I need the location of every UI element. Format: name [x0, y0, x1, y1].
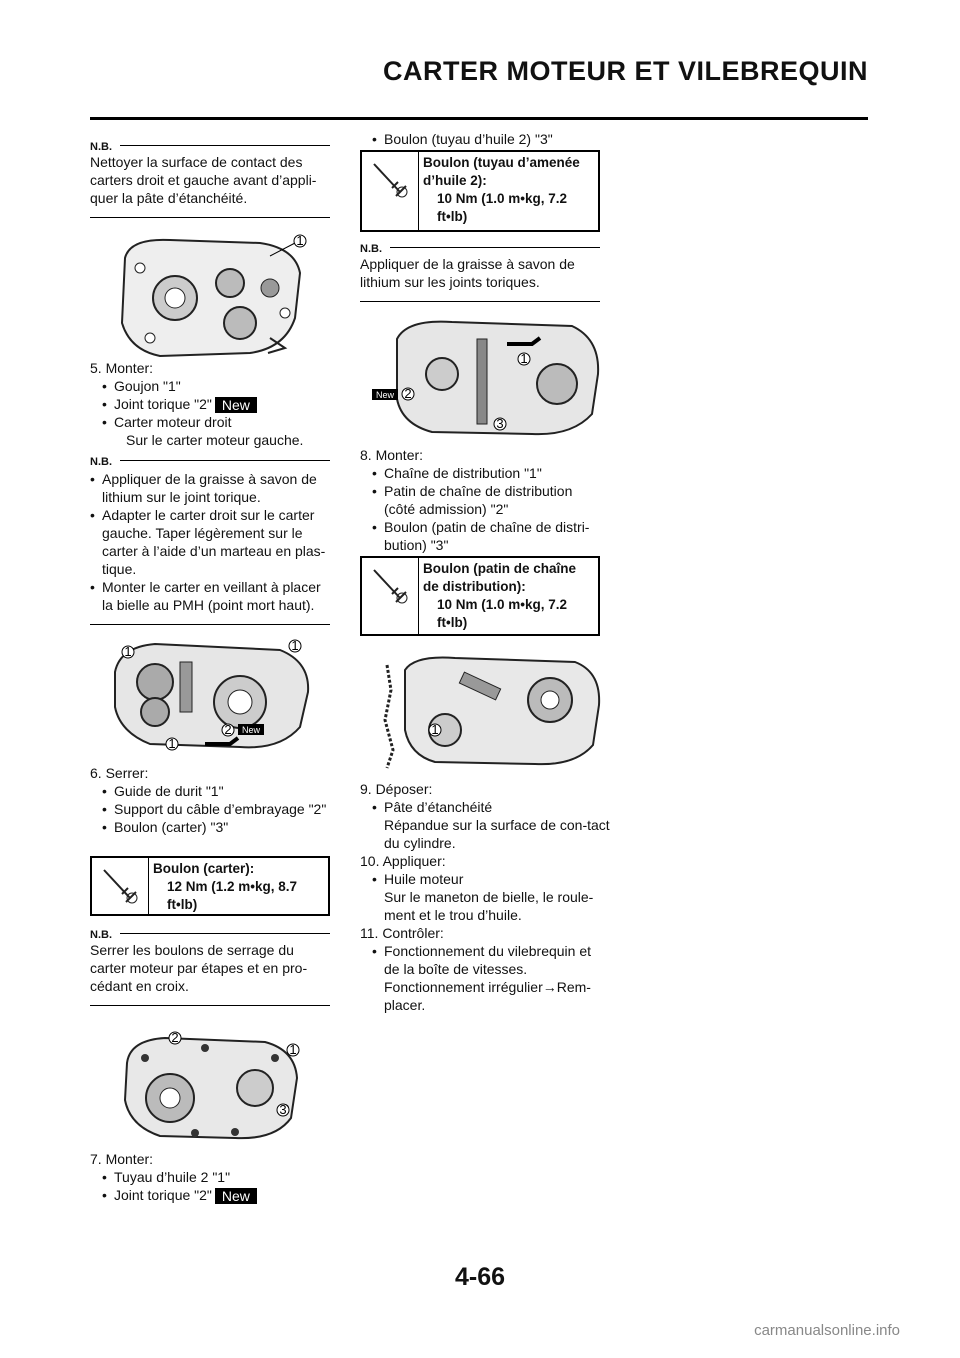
- list-item: • Guide de durit "1": [102, 782, 335, 800]
- list-item-text: Joint torique "2": [114, 1187, 212, 1203]
- callout-label: 1: [431, 722, 439, 737]
- new-badge: New: [241, 725, 261, 735]
- step-5: [90, 359, 335, 449]
- nb-block-1: [90, 138, 330, 218]
- header-rule: [90, 117, 868, 120]
- list-item: • Patin de chaîne de distribution (côté admission) "2": [372, 482, 605, 518]
- new-badge: New: [215, 1188, 257, 1204]
- step-6: [90, 764, 335, 836]
- spec-value: 12 Nm (1.2 m•kg, 8.7 ft•lb): [167, 879, 298, 912]
- step-items: [360, 130, 605, 148]
- callout-label: 2: [404, 386, 412, 401]
- figure-crankcase-bolts: [115, 1028, 315, 1146]
- spec-value: 10 Nm (1.0 m•kg, 7.2 ft•lb): [437, 597, 568, 630]
- figure-timing-chain: [375, 650, 605, 770]
- step-7: [90, 1150, 335, 1204]
- callout-label: 3: [279, 1102, 287, 1117]
- torque-spec-box: [90, 856, 330, 916]
- list-item: • Boulon (carter) "3": [102, 818, 335, 836]
- callout-label: 1: [296, 233, 304, 248]
- step-title: 7. Monter:: [90, 1151, 154, 1167]
- callout-label: 1: [124, 644, 132, 659]
- list-item: • Boulon (patin de chaîne de distri-bution) "3": [372, 518, 605, 554]
- nb-end-rule: [90, 1005, 330, 1006]
- nb-text: Nettoyer la surface de contact des carters droit et gauche avant d’appli-quer la pâte d’étanchéité.: [90, 154, 317, 206]
- step-note: Sur le carter moteur gauche.: [126, 432, 304, 449]
- step-title: 9. Déposer:: [360, 781, 433, 797]
- nb-list: [90, 467, 330, 614]
- list-item: • Chaîne de distribution "1": [372, 464, 605, 482]
- callout-label: 1: [291, 638, 299, 653]
- list-item: • Goujon "1": [102, 377, 335, 395]
- wrench-icon: [362, 152, 419, 230]
- list-item: • Carter moteur droit: [102, 413, 335, 431]
- step-9-11: [360, 780, 610, 1014]
- nb-heading: N.B.: [90, 138, 330, 152]
- nb-block-4: [360, 240, 600, 302]
- figure-oil-pipe: [372, 314, 604, 440]
- torque-spec-box: [360, 150, 600, 232]
- list-item-text: Joint torique "2": [114, 396, 212, 412]
- spec-name: Boulon (tuyau d’amenée d’huile 2):: [423, 155, 580, 188]
- step-items: [360, 942, 610, 978]
- nb-text: Serrer les boulons de serrage du carter moteur par étapes et en pro-cédant en croix.: [90, 942, 308, 994]
- step-items: [360, 464, 605, 554]
- step-note: Répandue sur la surface de con-tact du cylindre.: [384, 817, 610, 851]
- step-7-continued: [360, 130, 605, 148]
- step-items: [90, 782, 335, 836]
- list-item: • Pâte d’étanchéité: [372, 798, 610, 816]
- watermark: carmanualsonline.info: [754, 1322, 900, 1339]
- nb-heading: N.B.: [90, 453, 330, 467]
- step-title: 6. Serrer:: [90, 765, 149, 781]
- callout-label: 1: [168, 736, 176, 751]
- nb-block-2: [90, 453, 330, 625]
- spec-value: 10 Nm (1.0 m•kg, 7.2 ft•lb): [437, 191, 568, 224]
- new-badge: New: [215, 397, 257, 413]
- callout-label: 1: [520, 351, 528, 366]
- list-item: [102, 1186, 335, 1204]
- step-note: Fonctionnement irrégulier→Rem-placer.: [384, 979, 591, 1013]
- new-badge: New: [375, 390, 395, 400]
- callout-label: 3: [496, 416, 504, 431]
- list-item: • Monter le carter en veillant à placer la bielle au PMH (point mort haut).: [90, 578, 330, 614]
- figure-crankcase-assembled: [110, 632, 320, 757]
- spec-name: Boulon (carter):: [153, 861, 255, 876]
- step-title: 10. Appliquer:: [360, 853, 446, 869]
- torque-spec-box: [360, 556, 600, 636]
- callout-label: 2: [171, 1030, 179, 1045]
- wrench-icon: [362, 558, 419, 634]
- nb-block-3: [90, 926, 330, 1006]
- step-title: 8. Monter:: [360, 447, 424, 463]
- nb-text: Appliquer de la graisse à savon de lithium sur les joints toriques.: [360, 256, 575, 290]
- list-item: [102, 395, 335, 413]
- nb-heading: N.B.: [90, 926, 330, 940]
- nb-end-rule: [90, 624, 330, 625]
- spec-name: Boulon (patin de chaîne de distribution):: [423, 561, 577, 594]
- wrench-icon: [92, 858, 149, 914]
- step-items: [90, 1168, 335, 1204]
- step-title: 11. Contrôler:: [360, 925, 444, 941]
- list-item: • Adapter le carter droit sur le carter gauche. Taper légèrement sur le carter à l’aide d’un marteau en plas-tique.: [90, 506, 330, 578]
- list-item: • Tuyau d’huile 2 "1": [102, 1168, 335, 1186]
- list-item: • Fonctionnement du vilebrequin et de la boîte de vitesses.: [372, 942, 610, 978]
- callout-label: 1: [289, 1042, 297, 1057]
- step-items: [90, 377, 335, 431]
- list-item: • Huile moteur: [372, 870, 610, 888]
- figure-crankcase-left: [110, 228, 320, 368]
- step-items: [360, 798, 610, 816]
- step-items: [360, 870, 610, 888]
- list-item: • Boulon (tuyau d’huile 2) "3": [372, 130, 605, 148]
- nb-end-rule: [360, 301, 600, 302]
- page-number: 4-66: [454, 1263, 506, 1291]
- step-8: [360, 446, 605, 554]
- step-note: Sur le maneton de bielle, le roule-ment et le trou d’huile.: [384, 889, 594, 923]
- callout-label: 2: [224, 722, 232, 737]
- step-title: 5. Monter:: [90, 360, 154, 376]
- nb-heading: N.B.: [360, 240, 600, 254]
- page-title: CARTER MOTEUR ET VILEBREQUIN: [382, 56, 868, 86]
- nb-end-rule: [90, 217, 330, 218]
- list-item: • Appliquer de la graisse à savon de lithium sur le joint torique.: [90, 470, 330, 506]
- list-item: • Support du câble d’embrayage "2": [102, 800, 335, 818]
